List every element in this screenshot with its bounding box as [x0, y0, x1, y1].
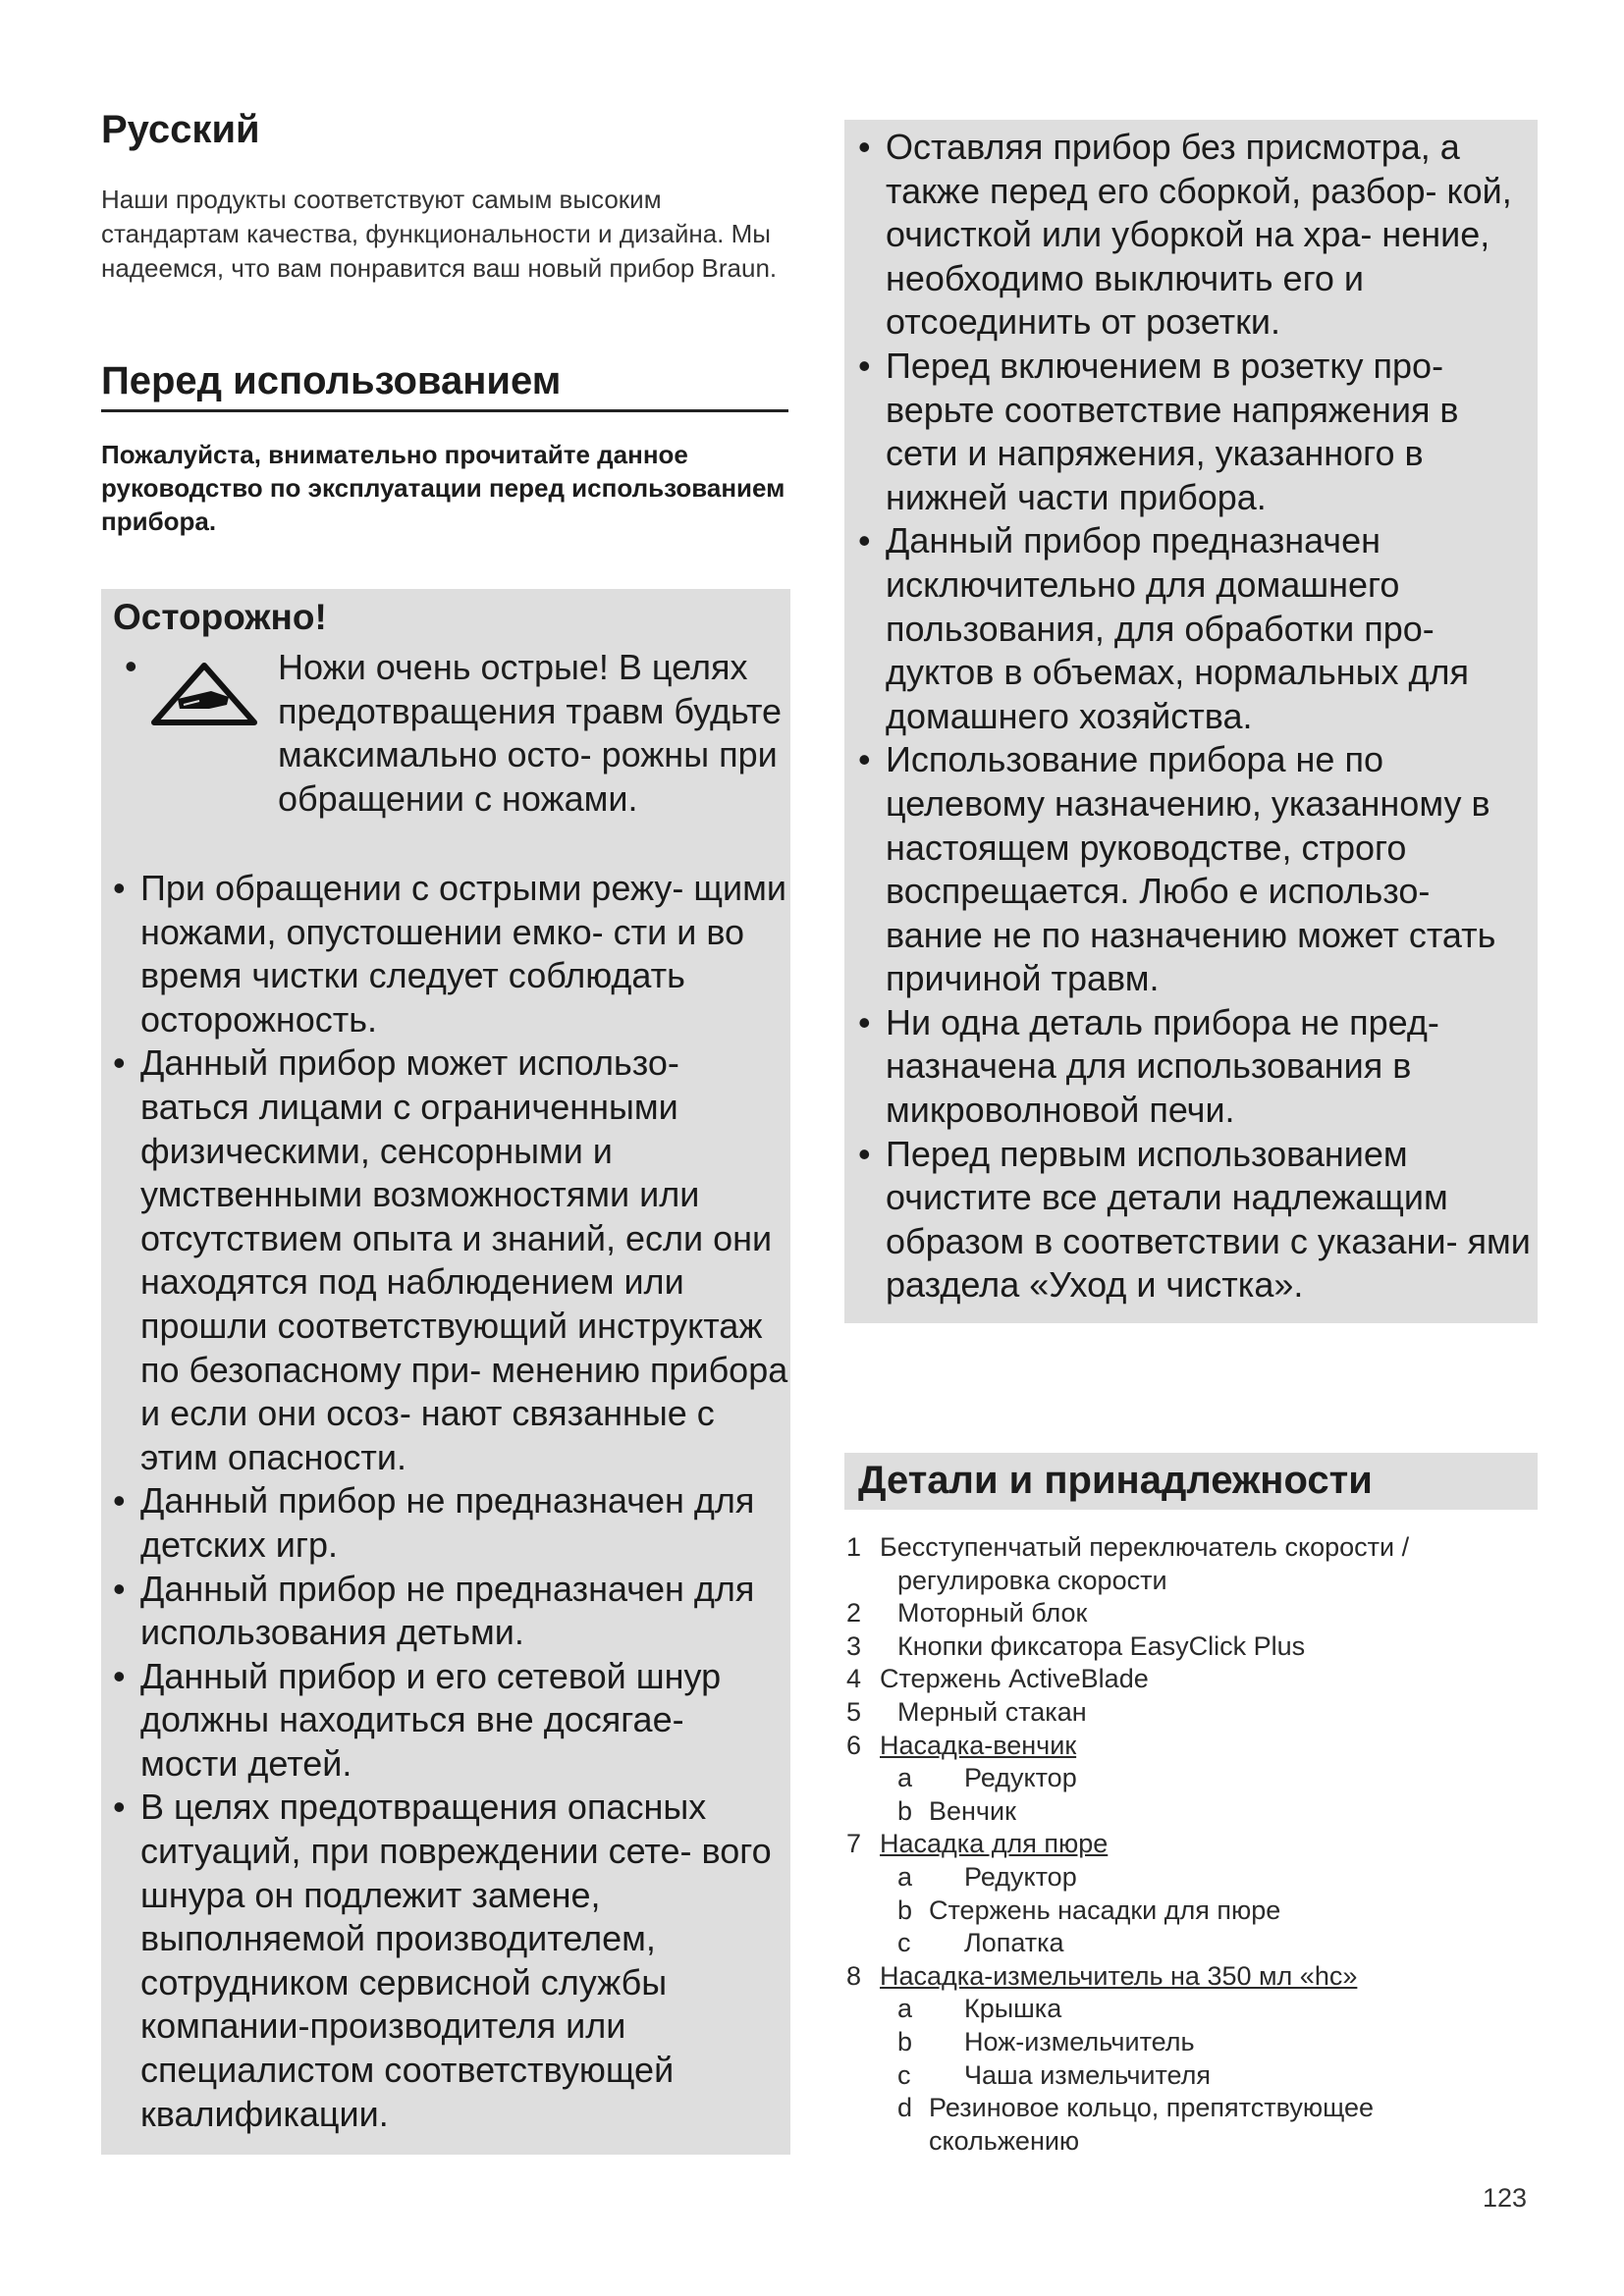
subpart-letter: a — [897, 1861, 913, 1892]
subpart-name: Редуктор — [964, 1861, 1077, 1892]
intro-paragraph: Наши продукты соответствуют самым высоким стандартам качества, функциональности и дизайна. Мы надеемся, что вам понравится ваш новый прибор Braun. — [101, 185, 778, 283]
part-name: Насадка-венчик — [880, 1730, 1077, 1760]
caution-first-text: Ножи очень острые! В целях предотвращения травм будьте максимально осто- рожны при обращении с ножами. — [278, 647, 783, 819]
subpart-name: Резиновое кольцо, препятствующее — [929, 2093, 1375, 2123]
part-number: 5 — [846, 1696, 862, 1727]
subpart-row — [846, 2059, 1534, 2093]
subpart-row-continued — [846, 2125, 1534, 2159]
list-item — [111, 1479, 788, 1567]
part-row — [846, 1960, 1534, 1994]
bullet: • — [113, 1787, 126, 1828]
part-name: Мерный стакан — [897, 1696, 1087, 1727]
part-row — [846, 1630, 1534, 1664]
subpart-row — [846, 1895, 1534, 1928]
bullet: • — [858, 127, 871, 167]
subpart-name: Нож-измельчитель — [964, 2026, 1195, 2056]
list-item-text: Ни одна деталь прибора не пред- назначена для использования в микроволновой печи. — [886, 1001, 1439, 1131]
part-row — [846, 1828, 1534, 1861]
subpart-row — [846, 1795, 1534, 1829]
bullet: • — [113, 1480, 126, 1522]
part-name: Кнопки фиксатора EasyClick Plus — [897, 1630, 1306, 1661]
part-number: 7 — [846, 1829, 862, 1859]
bullet: • — [858, 1133, 871, 1174]
part-name: Насадка для пюре — [880, 1829, 1109, 1859]
subpart-name: Крышка — [964, 1994, 1062, 2024]
list-item-text: Использование прибора не по целевому назначению, указанному в настоящем руководстве, строго воспрещается. Любо е использо- вание не по назначению может стать причиной травм. — [886, 739, 1496, 999]
language-title: Русский — [101, 108, 260, 151]
list-item — [856, 1133, 1536, 1308]
caution-title: Осторожно! — [113, 597, 327, 637]
subpart-letter: b — [897, 1795, 913, 1826]
part-number: 4 — [846, 1664, 862, 1694]
list-item — [856, 519, 1536, 738]
subpart-name-continued: скольжению — [929, 2125, 1080, 2156]
part-name-continued: регулировка скорости — [897, 1565, 1167, 1595]
part-number: 8 — [846, 1960, 862, 1991]
part-name: Стержень ActiveBlade — [880, 1664, 1149, 1694]
part-name: Моторный блок — [897, 1598, 1088, 1629]
caution-box — [101, 589, 790, 2155]
subpart-letter: a — [897, 1994, 913, 2024]
part-name: Насадка-измельчитель на 350 мл «hc» — [880, 1960, 1358, 1991]
bullet: • — [113, 1655, 126, 1696]
parts-list — [846, 1531, 1534, 2158]
caution-list — [111, 867, 788, 2136]
list-item-text: В целях предотвращения опасных ситуаций, при повреждении сете- вого шнура он подлежит замене, выполняемой производителем, сотрудником сервисной службы компании-производителя или специалистом соответствующей квалификации. — [140, 1787, 772, 2134]
bullet: • — [113, 1042, 126, 1084]
subpart-row — [846, 1993, 1534, 2026]
part-number: 6 — [846, 1730, 862, 1760]
part-number: 3 — [846, 1630, 862, 1661]
bullet: • — [858, 345, 871, 386]
list-item-text: Данный прибор может использо- ваться лицами с ограниченными физическими, сенсорными и умственными возможностями или отсутствием опыта и знаний, если они находятся под наблюдением или прошли соответствующий инструктаж по безопасному при- менению прибора и если они осоз- нают связанные с этим опасности. — [140, 1042, 788, 1477]
subpart-letter: a — [897, 1763, 913, 1793]
subpart-row — [846, 1927, 1534, 1960]
part-name: Бесступенчатый переключатель скорости / — [880, 1532, 1410, 1562]
list-item — [111, 867, 788, 1041]
list-item — [856, 1001, 1536, 1133]
bullet: • — [858, 1001, 871, 1042]
list-item-text: Данный прибор не предназначен для использования детьми. — [140, 1568, 755, 1653]
parts-heading-bar — [844, 1453, 1538, 1510]
list-item-text: Перед первым использованием очистите все детали надлежащим образом в соответствии с указани- ями раздела «Уход и чистка». — [886, 1133, 1531, 1306]
part-row-continued — [846, 1565, 1534, 1598]
part-row — [846, 1663, 1534, 1696]
part-row — [846, 1730, 1534, 1763]
safety-box-right — [844, 120, 1538, 1323]
bullet: • — [113, 1568, 126, 1609]
bullet: • — [113, 868, 126, 908]
subpart-name: Чаша измельчителя — [964, 2059, 1212, 2090]
list-item — [111, 1568, 788, 1655]
before-use-heading: Перед использованием — [101, 359, 788, 412]
blade-hand-warning-icon — [150, 662, 258, 726]
subpart-name: Стержень насадки для пюре — [929, 1895, 1281, 1925]
part-number: 1 — [846, 1532, 862, 1562]
subpart-name: Лопатка — [964, 1928, 1064, 1958]
subpart-row — [846, 1762, 1534, 1795]
subpart-letter: b — [897, 2026, 913, 2056]
subpart-name: Венчик — [929, 1795, 1016, 1826]
list-item-text: При обращении с острыми режу- щими ножами, опустошении емко- сти и во время чистки следует соблюдать осторожность. — [140, 868, 787, 1040]
safety-list-right — [856, 126, 1536, 1308]
subpart-row — [846, 1861, 1534, 1895]
subpart-name: Редуктор — [964, 1763, 1077, 1793]
bullet: • — [125, 646, 137, 686]
part-row — [846, 1696, 1534, 1730]
list-item — [856, 738, 1536, 1001]
page-number: 123 — [1483, 2183, 1528, 2213]
caution-first-item — [111, 646, 788, 867]
subpart-letter: d — [897, 2093, 913, 2123]
list-item-text: Перед включением в розетку про- верьте соответствие напряжения в сети и напряжения, указанного в нижней части прибора. — [886, 345, 1459, 517]
list-item — [856, 345, 1536, 519]
list-item-text: Оставляя прибор без присмотра, а также перед его сборкой, разбор- кой, очисткой или уборкой на хра- нение, необходимо выключить его и отсоединить от розетки. — [886, 127, 1512, 343]
bullet: • — [858, 739, 871, 780]
subpart-letter: b — [897, 1895, 913, 1925]
subpart-row — [846, 2092, 1534, 2125]
subpart-row — [846, 2026, 1534, 2059]
part-row — [846, 1531, 1534, 1565]
before-use-note: Пожалуйста, внимательно прочитайте данное руководство по эксплуатации перед использованием прибора. — [101, 440, 785, 536]
part-number: 2 — [846, 1598, 862, 1629]
list-item-text: Данный прибор и его сетевой шнур должны находиться вне досягае- мости детей. — [140, 1655, 722, 1784]
list-item-text: Данный прибор предназначен исключительно для домашнего пользования, для обработки про- дуктов в объемах, нормальных для домашнего хозяйства. — [886, 520, 1469, 736]
list-item — [856, 126, 1536, 345]
list-item-text: Данный прибор не предназначен для детских игр. — [140, 1480, 755, 1565]
part-row — [846, 1597, 1534, 1630]
list-item — [111, 1786, 788, 2136]
subpart-letter: c — [897, 1928, 911, 1958]
list-item — [111, 1041, 788, 1479]
list-item — [111, 1655, 788, 1787]
bullet: • — [858, 520, 871, 561]
subpart-letter: c — [897, 2059, 911, 2090]
parts-heading: Детали и принадлежности — [858, 1459, 1373, 1502]
